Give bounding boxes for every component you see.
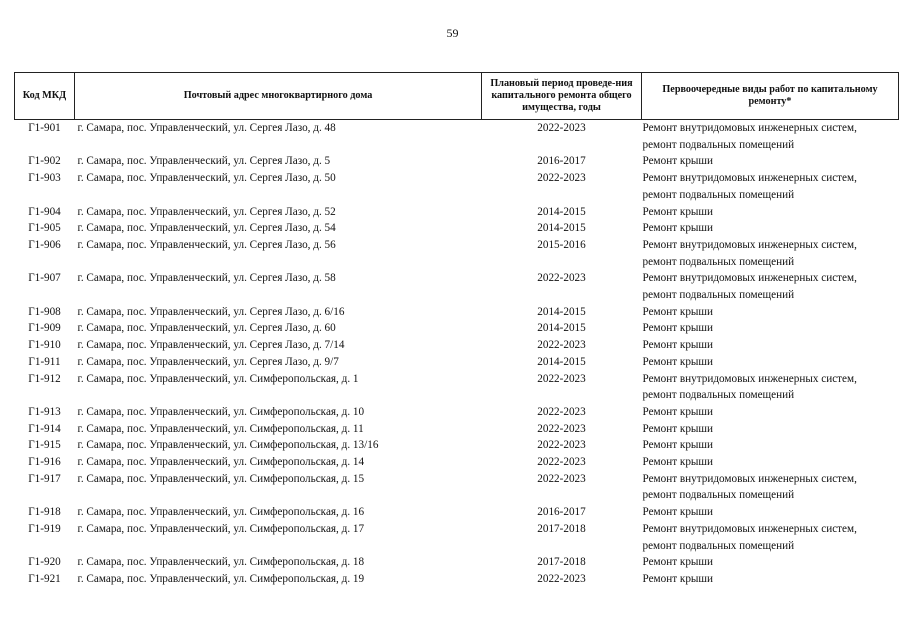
work-line: Ремонт внутридомовых инженерных систем, (642, 238, 857, 251)
cell-address: г. Самара, пос. Управленческий, ул. Симферопольская, д. 16 (77, 506, 365, 519)
cell-works (642, 471, 899, 504)
table-row (15, 170, 899, 203)
header-code: Код МКД (15, 73, 75, 120)
cell-period: 2022-2023 (537, 272, 586, 285)
cell-period: 2022-2023 (537, 472, 586, 485)
work-line: Ремонт крыши (642, 439, 714, 452)
cell-works (642, 170, 899, 203)
cell-code: Г1-919 (28, 522, 61, 535)
work-line: Ремонт внутридомовых инженерных систем, (642, 472, 857, 485)
cell-code: Г1-903 (28, 172, 61, 185)
cell-works (642, 521, 899, 554)
table-row (15, 204, 899, 221)
work-line: ремонт подвальных помещений (642, 138, 795, 151)
table-row (15, 504, 899, 521)
cell-code: Г1-921 (28, 572, 61, 585)
cell-address: г. Самара, пос. Управленческий, ул. Сергея Лазо, д. 52 (77, 205, 336, 218)
work-line: Ремонт внутридомовых инженерных систем, (642, 522, 857, 535)
work-line: Ремонт внутридомовых инженерных систем, (642, 172, 857, 185)
cell-address: г. Самара, пос. Управленческий, ул. Симферопольская, д. 14 (77, 456, 365, 469)
cell-address: г. Самара, пос. Управленческий, ул. Симферопольская, д. 17 (77, 522, 365, 535)
cell-works (642, 337, 899, 354)
cell-code: Г1-906 (28, 238, 61, 251)
table-row (15, 304, 899, 321)
table-row (15, 521, 899, 554)
work-line: Ремонт внутридомовых инженерных систем, (642, 372, 857, 385)
work-line: Ремонт крыши (642, 305, 714, 318)
cell-code: Г1-901 (28, 122, 61, 134)
cell-address: г. Самара, пос. Управленческий, ул. Симферопольская, д. 13/16 (77, 439, 379, 452)
cell-works (642, 237, 899, 270)
cell-period: 2017-2018 (537, 522, 586, 535)
cell-works (642, 571, 899, 588)
cell-code: Г1-907 (28, 272, 61, 285)
cell-code: Г1-911 (28, 355, 61, 368)
work-line: Ремонт крыши (642, 456, 714, 469)
work-line: ремонт подвальных помещений (642, 289, 795, 302)
cell-period: 2022-2023 (537, 572, 586, 585)
work-line: Ремонт крыши (642, 572, 714, 585)
cell-period: 2022-2023 (537, 405, 586, 418)
work-line: Ремонт крыши (642, 556, 714, 569)
cell-period: 2014-2015 (537, 322, 586, 335)
page-number: 59 (446, 26, 459, 40)
cell-code: Г1-909 (28, 322, 61, 335)
cell-period: 2022-2023 (537, 122, 586, 134)
cell-code: Г1-902 (28, 155, 61, 168)
cell-period: 2014-2015 (537, 205, 586, 218)
cell-works (642, 454, 899, 471)
header-works: Первоочередные виды работ по капитальному ремонту* (642, 73, 899, 120)
work-line: ремонт подвальных помещений (642, 539, 795, 552)
cell-works (642, 504, 899, 521)
cell-period: 2022-2023 (537, 372, 586, 385)
cell-address: г. Самара, пос. Управленческий, ул. Симферопольская, д. 15 (77, 472, 365, 485)
work-line: Ремонт крыши (642, 422, 714, 435)
table-row (15, 220, 899, 237)
cell-period: 2016-2017 (537, 155, 586, 168)
cell-address: г. Самара, пос. Управленческий, ул. Симферопольская, д. 11 (77, 422, 364, 435)
work-line: Ремонт внутридомовых инженерных систем, (642, 122, 857, 134)
cell-period: 2017-2018 (537, 556, 586, 569)
cell-period: 2022-2023 (537, 422, 586, 435)
cell-address: г. Самара, пос. Управленческий, ул. Симферопольская, д. 19 (77, 572, 365, 585)
cell-code: Г1-910 (28, 339, 61, 352)
work-line: Ремонт крыши (642, 355, 714, 368)
work-line: ремонт подвальных помещений (642, 489, 795, 502)
cell-address: г. Самара, пос. Управленческий, ул. Сергея Лазо, д. 60 (77, 322, 336, 335)
cell-address: г. Самара, пос. Управленческий, ул. Симферопольская, д. 10 (77, 405, 365, 418)
cell-code: Г1-914 (28, 422, 61, 435)
cell-works (642, 554, 899, 571)
cell-address: г. Самара, пос. Управленческий, ул. Сергея Лазо, д. 50 (77, 172, 336, 185)
table-row (15, 371, 899, 404)
cell-works (642, 354, 899, 371)
cell-period: 2014-2015 (537, 222, 586, 235)
work-line: ремонт подвальных помещений (642, 389, 795, 402)
table-row (15, 120, 899, 154)
cell-works (642, 437, 899, 454)
work-line: Ремонт крыши (642, 339, 714, 352)
cell-period: 2022-2023 (537, 172, 586, 185)
table-row (15, 320, 899, 337)
cell-code: Г1-918 (28, 506, 61, 519)
cell-address: г. Самара, пос. Управленческий, ул. Сергея Лазо, д. 58 (77, 272, 336, 285)
cell-works (642, 120, 899, 154)
cell-code: Г1-917 (28, 472, 61, 485)
table-row (15, 337, 899, 354)
cell-works (642, 371, 899, 404)
cell-code: Г1-920 (28, 556, 61, 569)
cell-address: г. Самара, пос. Управленческий, ул. Сергея Лазо, д. 9/7 (77, 355, 339, 368)
header-row (15, 73, 899, 120)
work-line: Ремонт крыши (642, 506, 714, 519)
cell-code: Г1-915 (28, 439, 61, 452)
cell-address: г. Самара, пос. Управленческий, ул. Симферопольская, д. 1 (77, 372, 359, 385)
cell-period: 2014-2015 (537, 305, 586, 318)
work-line: ремонт подвальных помещений (642, 188, 795, 201)
table-header (15, 73, 899, 120)
cell-code: Г1-916 (28, 456, 61, 469)
cell-works (642, 404, 899, 421)
header-period: Плановый период проведе-ния капитального ремонта общего имущества, годы (482, 73, 642, 120)
table-row (15, 237, 899, 270)
cell-address: г. Самара, пос. Управленческий, ул. Сергея Лазо, д. 7/14 (77, 339, 345, 352)
cell-period: 2022-2023 (537, 456, 586, 469)
work-line: Ремонт внутридомовых инженерных систем, (642, 272, 857, 285)
cell-address: г. Самара, пос. Управленческий, ул. Сергея Лазо, д. 54 (77, 222, 336, 235)
cell-address: г. Самара, пос. Управленческий, ул. Сергея Лазо, д. 6/16 (77, 305, 345, 318)
cell-code: Г1-908 (28, 305, 61, 318)
cell-period: 2014-2015 (537, 355, 586, 368)
work-line: Ремонт крыши (642, 222, 714, 235)
table-row (15, 354, 899, 371)
cell-period: 2015-2016 (537, 238, 586, 251)
table-row (15, 404, 899, 421)
table-row (15, 471, 899, 504)
cell-code: Г1-905 (28, 222, 61, 235)
work-line: Ремонт крыши (642, 322, 714, 335)
cell-works (642, 304, 899, 321)
cell-works (642, 270, 899, 303)
table-row (15, 571, 899, 588)
table-body (15, 120, 899, 588)
cell-address: г. Самара, пос. Управленческий, ул. Сергея Лазо, д. 56 (77, 238, 336, 251)
table-row (15, 153, 899, 170)
cell-works (642, 204, 899, 221)
capital-repair-table (14, 72, 899, 588)
cell-works (642, 320, 899, 337)
cell-period: 2016-2017 (537, 506, 586, 519)
cell-period: 2022-2023 (537, 339, 586, 352)
cell-code: Г1-912 (28, 372, 61, 385)
work-line: Ремонт крыши (642, 405, 714, 418)
cell-address: г. Самара, пос. Управленческий, ул. Симферопольская, д. 18 (77, 556, 365, 569)
cell-works (642, 153, 899, 170)
table-row (15, 437, 899, 454)
cell-address: г. Самара, пос. Управленческий, ул. Сергея Лазо, д. 48 (77, 122, 336, 134)
table-row (15, 554, 899, 571)
table-row (15, 270, 899, 303)
work-line: Ремонт крыши (642, 155, 714, 168)
cell-works (642, 220, 899, 237)
table-row (15, 421, 899, 438)
table-row (15, 454, 899, 471)
cell-period: 2022-2023 (537, 439, 586, 452)
work-line: Ремонт крыши (642, 205, 714, 218)
cell-works (642, 421, 899, 438)
work-line: ремонт подвальных помещений (642, 255, 795, 268)
header-address: Почтовый адрес многоквартирного дома (75, 73, 482, 120)
cell-code: Г1-913 (28, 405, 61, 418)
cell-code: Г1-904 (28, 205, 61, 218)
cell-address: г. Самара, пос. Управленческий, ул. Сергея Лазо, д. 5 (77, 155, 331, 168)
